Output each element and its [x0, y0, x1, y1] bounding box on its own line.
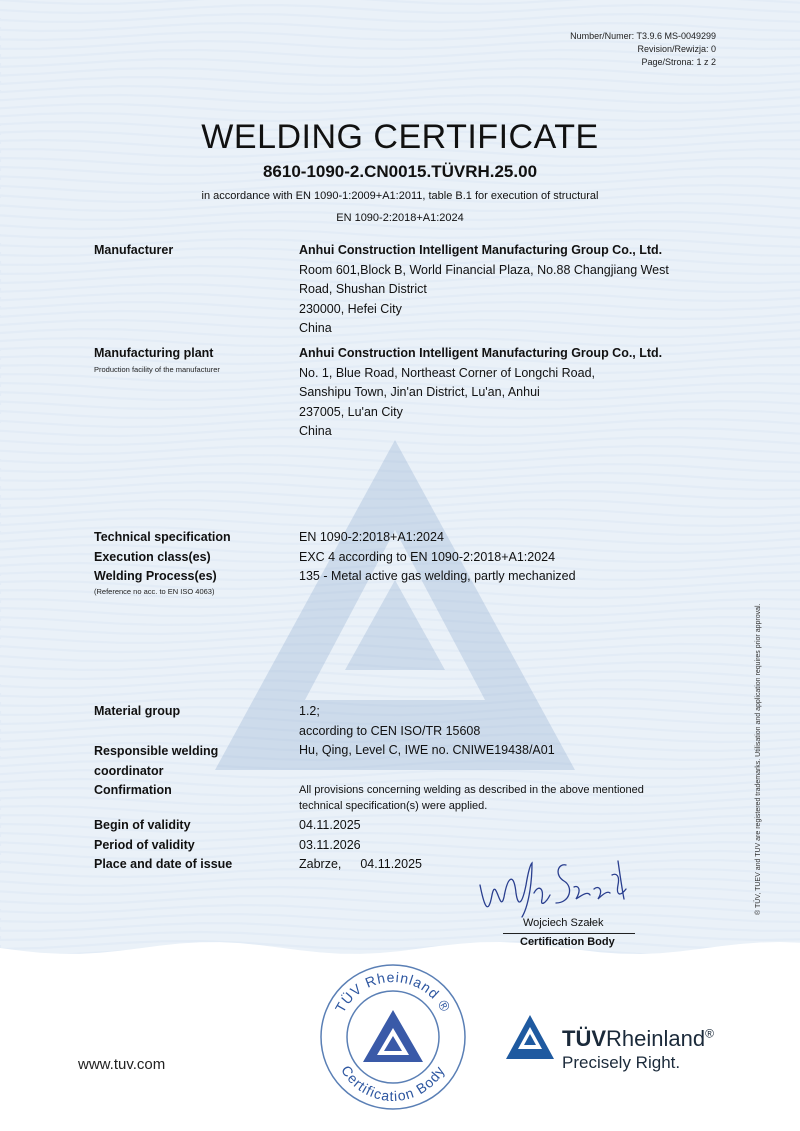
- signer-name: Wojciech Szałek: [523, 917, 604, 929]
- brand-tagline: Precisely Right.: [562, 1053, 681, 1072]
- rwc-value: Hu, Qing, Level C, IWE no. CNIWE19438/A01: [299, 743, 555, 757]
- tech-spec-value: EN 1090-2:2018+A1:2024: [299, 530, 444, 544]
- document-number: Number/Numer: T3.9.6 MS-0049299: [570, 31, 716, 41]
- rwc-label-1: Responsible welding: [94, 744, 219, 758]
- document-page: Page/Strona: 1 z 2: [641, 57, 716, 67]
- rwc-label-2: coordinator: [94, 764, 164, 778]
- place-date-label: Place and date of issue: [94, 857, 233, 871]
- issue-date: 04.11.2025: [360, 857, 422, 871]
- signature-image: [470, 845, 640, 925]
- brand-rest: Rheinland: [606, 1026, 706, 1051]
- manufacturer-address-2: Road, Shushan District: [299, 282, 427, 296]
- begin-validity-label: Begin of validity: [94, 818, 191, 832]
- tuv-rheinland-logo: [562, 1026, 714, 1052]
- manufacturer-address-1: Room 601,Block B, World Financial Plaza, No.88 Changjiang West: [299, 262, 669, 277]
- tuv-triangle-watermark-icon: [215, 440, 575, 770]
- website-link[interactable]: www.tuv.com: [78, 1056, 166, 1073]
- period-validity-label: Period of validity: [94, 838, 195, 852]
- trademark-note: ® TÜV, TUEV and TUV are registered trademarks. Utilisation and application requires prior approval.: [755, 603, 762, 915]
- welding-process-value: 135 - Metal active gas welding, partly mechanized: [299, 569, 576, 583]
- plant-country: China: [299, 424, 332, 438]
- signer-role: Certification Body: [520, 936, 615, 948]
- manufacturer-country: China: [299, 321, 332, 335]
- plant-address-1: No. 1, Blue Road, Northeast Corner of Longchi Road,: [299, 365, 596, 380]
- confirmation-label: Confirmation: [94, 783, 172, 797]
- plant-value: [299, 344, 662, 442]
- material-group-value-2: according to CEN ISO/TR 15608: [299, 724, 481, 738]
- confirmation-line-1: All provisions concerning welding as described in the above mentioned: [299, 784, 644, 796]
- certificate-title: WELDING CERTIFICATE: [201, 118, 599, 156]
- begin-validity-value: 04.11.2025: [299, 818, 361, 832]
- certificate-number: 8610-1090-2.CN0015.TÜVRH.25.00: [262, 162, 538, 181]
- welding-process-label: Welding Process(es): [94, 569, 217, 583]
- manufacturer-postal-city: 230000, Hefei City: [299, 301, 402, 316]
- plant-sublabel: Production facility of the manufacturer: [94, 365, 220, 374]
- exec-class-label: Execution class(es): [94, 550, 211, 564]
- tech-spec-label: Technical specification: [94, 530, 231, 544]
- manufacturer-value: [299, 241, 669, 339]
- material-group-label: Material group: [94, 704, 181, 718]
- certification-body-seal-icon: [318, 962, 468, 1112]
- brand-reg: ®: [705, 1026, 714, 1041]
- exec-class-value: EXC 4 according to EN 1090-2:2018+A1:2024: [299, 550, 556, 564]
- document-info: [570, 30, 716, 69]
- place-date-value: [299, 855, 422, 875]
- svg-text:TÜV Rheinland ®: [332, 969, 454, 1015]
- signature-line: [503, 933, 635, 934]
- tuv-triangle-logo-icon: [506, 1015, 554, 1059]
- manufacturer-name: Anhui Construction Intelligent Manufacturing Group Co., Ltd.: [299, 243, 663, 257]
- plant-label: Manufacturing plant: [94, 346, 214, 360]
- plant-postal-city: 237005, Lu'an City: [299, 404, 403, 419]
- confirmation-line-2: technical specification(s) were applied.: [299, 800, 488, 812]
- seal-bottom-text: Certification Body: [338, 1062, 448, 1105]
- material-group-value: 1.2;: [299, 704, 320, 718]
- plant-address-2: Sanshipu Town, Jin'an District, Lu'an, Anhui: [299, 385, 540, 399]
- accordance-line-1: in accordance with EN 1090-1:2009+A1:2011, table B.1 for execution of structural: [201, 190, 599, 202]
- seal-top-text: TÜV Rheinland ®: [331, 968, 455, 1016]
- brand-bold: TÜV: [562, 1026, 606, 1051]
- plant-name: Anhui Construction Intelligent Manufacturing Group Co., Ltd.: [299, 346, 663, 360]
- confirmation-value: [299, 782, 644, 814]
- manufacturer-label: Manufacturer: [94, 243, 174, 257]
- document-revision: Revision/Rewizja: 0: [637, 44, 716, 54]
- period-validity-value: 03.11.2026: [299, 838, 361, 852]
- welding-process-sublabel: (Reference no acc. to EN ISO 4063): [94, 587, 215, 596]
- issue-place: Zabrze,: [299, 857, 342, 871]
- accordance-line-2: EN 1090-2:2018+A1:2024: [336, 212, 464, 224]
